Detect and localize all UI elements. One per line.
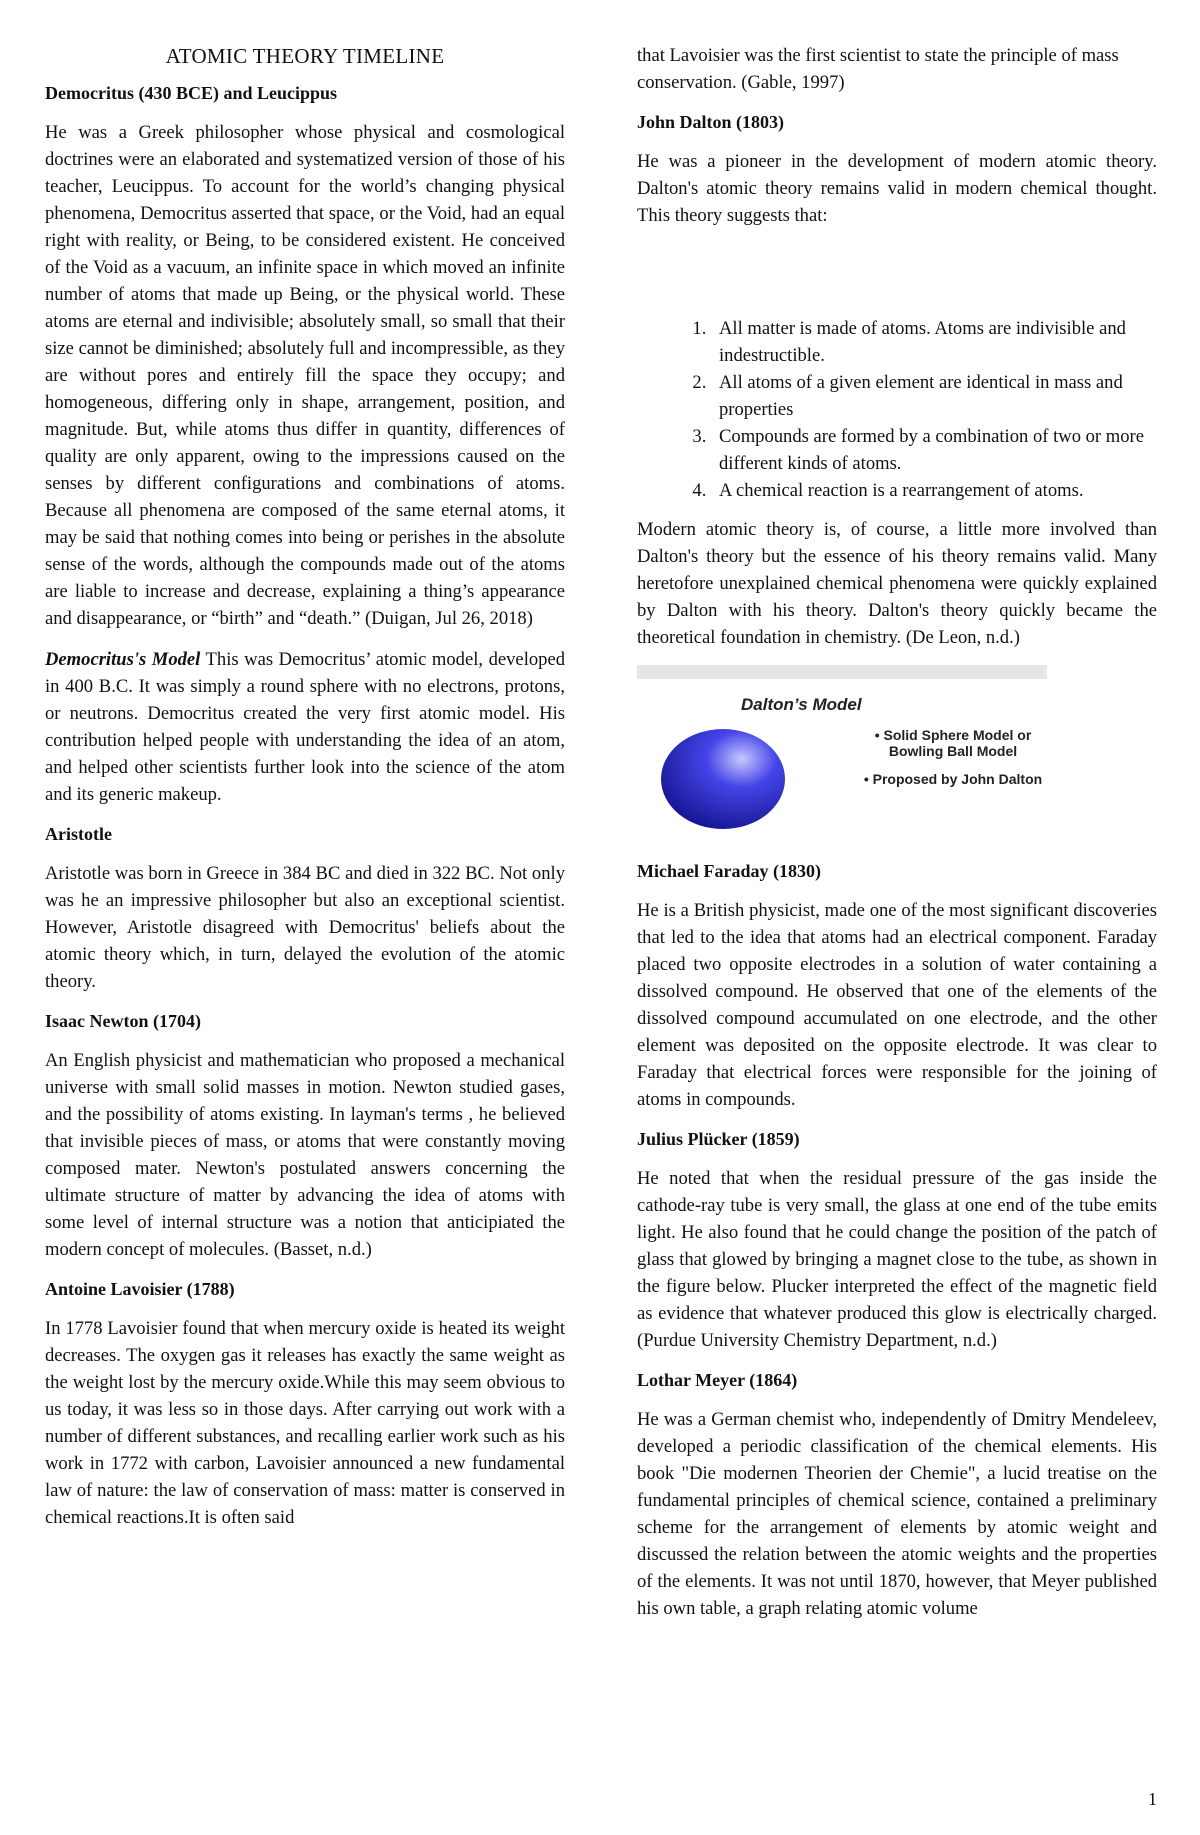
aristotle-paragraph: Aristotle was born in Greece in 384 BC and died in 322 BC. Not only was he an impressive philosopher but also an exceptional scientist. However, Aristotle disagreed with Democritus' beliefs about the atomic theory which, in turn, delayed the evolution of the atomic theory. [45, 863, 565, 992]
sphere-shape [661, 729, 785, 829]
page-title: ATOMIC THEORY TIMELINE [165, 44, 445, 68]
newton-paragraph: An English physicist and mathematician who proposed a mechanical universe with small solid masses in motion. Newton studied gases, and the possibility of atoms existing. In layman's terms , he believed that invisible pieces of mass, or atoms that were constantly moving composed mater. Newton's postulated answers concerning the ultimate structure of matter by advancing the idea of atoms with some level of internal structure was a notion that anticipiated the modern concept of molecules. (Basset, n.d.) [45, 1050, 565, 1260]
democritus-paragraph: He was a Greek philosopher whose physical and cosmological doctrines were an elaborated and systematized version of those of his teacher, Leucippus. To account for the world’s changing physical phenomena, Democritus asserted that space, or the Void, had an equal right with reality, or Being, to be considered existent. He conceived of the Void as a vacuum, an infinite space in which moved an infinite number of atoms that made up Being, or the physical world. These atoms are eternal and indivisible; absolutely small, so small that their size cannot be diminished; absolutely full and incompressible, as they are without pores and entirely fill the space they occupy; and homogeneous, differing only in shape, arrangement, position, and magnitude. But, while atoms thus differ in quantity, differences of quality are only apparent, owing to the impressions caused on the senses by different configurations and combinations of atoms. Because all phenomena are composed of the same eternal atoms, it may be said that nothing comes into being or perishes in the absolute sense of the words, although the compounds made out of the atoms are liable to increase and decrease, explaining a thing’s appearance and disappearance, or “birth” and “death.” (Duigan, Jul 26, 2018) [45, 122, 565, 629]
lavoisier-continued-paragraph: that Lavoisier was the first scientist to state the principle of mass conservation. (Gable, 1997) [637, 45, 1119, 93]
left-column [45, 42, 565, 1545]
democritus-model-text: This was Democritus’ atomic model, developed in 400 B.C. It was simply a round sphere with no electrons, protons, or neutrons. Democritus created the very first atomic model. His contribution helped people with understanding the idea of an atom, and helped other scientists further look into the science of the atom and its generic makeup. [45, 649, 565, 805]
democritus-model-label: Democritus's Model [45, 649, 201, 670]
spacer [637, 243, 1157, 315]
heading-meyer: Lothar Meyer (1864) [637, 1370, 798, 1390]
list-item: 3. Compounds are formed by a combination of two or more different kinds of atoms. [711, 423, 1157, 477]
page-number: 1 [1148, 1789, 1157, 1809]
heading-faraday: Michael Faraday (1830) [637, 861, 821, 881]
heading-newton: Isaac Newton (1704) [45, 1011, 201, 1031]
list-item: 4. A chemical reaction is a rearrangement of atoms. [711, 477, 1157, 504]
figure-bullet: • Proposed by John Dalton [863, 771, 1043, 787]
lavoisier-paragraph: In 1778 Lavoisier found that when mercury oxide is heated its weight decreases. The oxygen gas it releases has exactly the same weight as the weight lost by the mercury oxide.While this may seem obvious to us today, it was less so in those days. After carrying out work with a number of different substances, and recalling earlier work such as his work in 1772 with carbon, Lavoisier announced a new fundamental law of nature: the law of conservation of mass: matter is conserved in chemical reactions.It is often said [45, 1318, 565, 1528]
plucker-paragraph: He noted that when the residual pressure of the gas inside the cathode-ray tube is very small, the glass at one end of the tube emits light. He also found that he could change the position of the patch of glass that glowed by bringing a magnet close to the tube, as shown in the figure below. Plucker interpreted the effect of the magnetic field as evidence that whatever produced this glow is electrically charged. (Purdue University Chemistry Department, n.d.) [637, 1168, 1157, 1351]
solid-sphere-image [657, 725, 787, 835]
figure-bullet: • Solid Sphere Model or Bowling Ball Model [874, 727, 1032, 759]
dalton-paragraph: He was a pioneer in the development of modern atomic theory. Dalton's atomic theory remains valid in modern chemical thought. This theory suggests that: [637, 151, 1157, 226]
heading-dalton: John Dalton (1803) [637, 112, 785, 132]
democritus-model-paragraph [45, 646, 565, 808]
dalton-model-figure [637, 665, 1047, 843]
heading-lavoisier: Antoine Lavoisier (1788) [45, 1279, 235, 1299]
heading-aristotle: Aristotle [45, 824, 112, 844]
dalton-theory-list [637, 315, 1157, 504]
list-item: 2. All atoms of a given element are identical in mass and properties [711, 369, 1157, 423]
dalton-paragraph-2: Modern atomic theory is, of course, a little more involved than Dalton's theory but the essence of his theory remains valid. Many heretofore unexplained chemical phenomena were quickly explained by Dalton with his theory. Dalton's theory quickly became the theoretical foundation in chemistry. (De Leon, n.d.) [637, 519, 1157, 648]
list-item: 1. All matter is made of atoms. Atoms are indivisible and indestructible. [711, 315, 1157, 369]
meyer-paragraph: He was a German chemist who, independently of Dmitry Mendeleev, developed a periodic classification of the chemical elements. His book "Die modernen Theorien der Chemie", a lucid treatise on the fundamental principles of chemical science, contained a preliminary scheme for the arrangement of elements by atomic weight and discussed the relation between the atomic weights and the properties of the elements. It was not until 1870, however, that Meyer published his own table, a graph relating atomic volume [637, 1409, 1157, 1619]
heading-democritus: Democritus (430 BCE) and Leucippus [45, 83, 338, 103]
heading-plucker: Julius Plücker (1859) [637, 1129, 800, 1149]
figure-title: Dalton’s Model [741, 695, 862, 714]
right-column [637, 42, 1157, 1636]
figure-bullets [863, 727, 1043, 799]
faraday-paragraph: He is a British physicist, made one of the most significant discoveries that led to the idea that atoms had an electrical component. Faraday placed two opposite electrodes in a solution of water containing a dissolved compound. He observed that one of the elements of the dissolved compound accumulated on one electrode, and the other element was deposited on the opposite electrode. It was clear to Faraday that electrical forces were responsible for the joining of atoms in compounds. [637, 900, 1157, 1110]
